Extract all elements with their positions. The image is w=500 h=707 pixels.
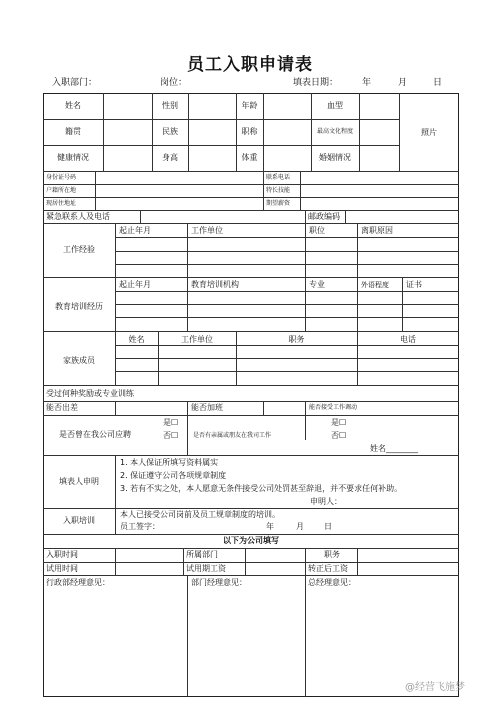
fill-date-label: 填表日期：: [293, 78, 339, 88]
declaration-item-1: 1. 本人保证所填写资料属实: [120, 458, 219, 467]
prior-no-checkbox[interactable]: 否☐: [163, 431, 179, 440]
label-weight: 体重: [241, 153, 258, 162]
rule: [43, 385, 459, 386]
rule: [115, 455, 116, 534]
rule: [43, 277, 459, 278]
rule: [43, 119, 399, 120]
rule: [115, 401, 116, 415]
rule: [115, 548, 116, 575]
edu-header-major: 专业: [309, 280, 325, 289]
label-skills: 特长技能: [266, 187, 291, 194]
rule: [263, 401, 264, 415]
rule: [305, 401, 306, 415]
rule: [305, 415, 306, 440]
entry-dept-label: 入职部门：: [52, 78, 98, 88]
label-age: 年龄: [241, 101, 258, 110]
family-header-duty: 职务: [288, 335, 305, 344]
label-awards: 受过何种奖励或专业训练: [46, 389, 134, 398]
rule: [115, 223, 116, 277]
declaration-item-3: 3. 若有不实之处，本人愿意无条件接受公司处罚甚至辞退，并不要求任何补助。: [120, 484, 403, 493]
label-hukou: 户籍所在地: [46, 187, 77, 194]
work-header-reason: 离职原因: [361, 226, 393, 235]
edu-header-language: 外语程度: [361, 281, 389, 289]
label-education: 最高文化程度: [316, 128, 353, 135]
label-gm-opinion: 总经理意见：: [308, 578, 356, 587]
rule: [43, 401, 459, 402]
edu-header-institution: 教育培训机构: [191, 280, 239, 289]
relatives-name-field[interactable]: 姓名________: [370, 444, 418, 453]
rule: [187, 277, 188, 331]
label-gender: 性别: [162, 101, 178, 110]
rule: [188, 93, 189, 171]
label-overtime: 能否加班: [191, 403, 223, 412]
rule: [43, 575, 459, 576]
rule: [43, 548, 459, 549]
rule: [300, 171, 301, 210]
rule: [115, 304, 459, 305]
label-post: 职务: [324, 550, 340, 559]
rule: [115, 251, 459, 252]
rule: [115, 277, 116, 331]
label-marital: 婚姻情况: [319, 153, 351, 162]
rule: [187, 415, 188, 455]
work-header-period: 起止年月: [119, 226, 151, 235]
rule: [183, 548, 184, 575]
family-header-company: 工作单位: [181, 335, 213, 344]
watermark: @经营飞施梦: [405, 682, 465, 693]
label-title: 职称: [241, 127, 258, 136]
rule: [43, 508, 459, 509]
label-travel: 能否出差: [46, 403, 78, 412]
rule: [95, 171, 96, 210]
date-month: 月: [398, 78, 408, 88]
label-health: 健康情况: [57, 153, 89, 162]
label-training: 入职培训: [63, 516, 95, 525]
rule: [187, 401, 188, 415]
rule: [115, 264, 459, 265]
rule: [357, 548, 358, 575]
label-declaration: 填表人申明: [59, 477, 99, 486]
rule: [115, 237, 459, 238]
declarant-signature: 申明人：: [310, 497, 342, 506]
rule: [115, 371, 459, 372]
label-admin-manager-opinion: 行政部经理意见：: [46, 578, 110, 587]
rule: [305, 548, 306, 575]
label-name: 姓名: [65, 101, 81, 110]
rule: [43, 534, 459, 535]
label-trial-period: 试用时间: [46, 564, 78, 573]
rule: [359, 93, 360, 171]
training-year: 年: [266, 522, 274, 531]
label-blood: 血型: [327, 101, 343, 110]
label-address: 现居住地址: [46, 200, 77, 207]
label-work-experience: 工作经验: [63, 245, 95, 254]
label-department: 所属部门: [186, 550, 218, 559]
label-postcode: 邮政编码: [308, 212, 340, 221]
date-year: 年: [362, 78, 372, 88]
form-title: 员工入职申请表: [187, 55, 313, 75]
prior-yes-checkbox[interactable]: 是☐: [163, 418, 179, 427]
label-prior-application: 是否曾在我公司应聘: [59, 430, 131, 439]
rule: [43, 171, 459, 172]
work-header-company: 工作单位: [191, 226, 223, 235]
rule: [263, 171, 264, 210]
work-header-position: 职位: [309, 226, 325, 235]
training-statement: 本人已接受公司岗前及员工规章制度的培训。: [120, 510, 280, 519]
rule: [43, 415, 459, 416]
position-label: 岗位：: [160, 78, 188, 88]
rule: [140, 210, 141, 223]
rule: [305, 210, 306, 223]
label-salary: 期望薪资: [266, 200, 291, 207]
family-header-phone: 电话: [400, 335, 416, 344]
rule: [345, 210, 346, 223]
rule: [357, 223, 358, 277]
label-id-number: 身份证号码: [46, 174, 77, 181]
rule: [115, 345, 459, 346]
family-header-name: 姓名: [128, 335, 145, 344]
relatives-yes-checkbox[interactable]: 是☐: [331, 418, 347, 427]
rule: [43, 145, 399, 146]
rule: [43, 184, 459, 185]
rule: [245, 548, 246, 575]
training-month: 月: [296, 522, 304, 531]
label-dept-manager-opinion: 部门经理意见：: [191, 578, 247, 587]
rule: [187, 223, 188, 277]
label-entry-date: 入职时间: [46, 550, 78, 559]
rule: [103, 93, 104, 171]
date-day: 日: [433, 78, 443, 88]
rule: [402, 277, 403, 331]
rule: [305, 277, 306, 331]
rule: [115, 317, 459, 318]
label-relatives: 是否有亲属或朋友在我司工作: [193, 432, 272, 439]
rule: [305, 223, 306, 277]
company-section-heading: 以下为公司填写: [223, 536, 279, 545]
label-family: 家族成员: [63, 356, 95, 365]
rule: [43, 455, 459, 456]
rule: [43, 210, 459, 211]
label-trial-salary: 试用期工资: [186, 564, 226, 573]
rule: [43, 562, 459, 563]
rule: [357, 277, 358, 331]
label-native: 籍贯: [65, 127, 81, 136]
rule: [305, 575, 306, 697]
label-phone: 联系电话: [266, 174, 291, 181]
rule: [43, 223, 459, 224]
rule: [43, 331, 459, 332]
label-ethnic: 民族: [162, 127, 178, 136]
label-education-history: 教育培训经历: [55, 302, 103, 311]
employee-signature: 员工签字：: [120, 522, 160, 531]
rule: [115, 358, 459, 359]
label-height: 身高: [162, 153, 178, 162]
edu-header-certificate: 证书: [406, 280, 422, 289]
rule: [187, 575, 188, 697]
training-day: 日: [324, 522, 332, 531]
label-transfer: 能否接受工作调动: [309, 404, 358, 411]
rule: [43, 197, 459, 198]
rule: [263, 93, 264, 171]
label-emergency-contact: 紧急联系人及电话: [46, 212, 110, 221]
declaration-item-2: 2. 保证遵守公司各项规章制度: [120, 471, 227, 480]
label-regular-salary: 转正后工资: [308, 564, 348, 573]
label-photo: 照片: [421, 128, 437, 137]
relatives-no-checkbox[interactable]: 否☐: [331, 431, 347, 440]
rule: [115, 291, 459, 292]
edu-header-period: 起止年月: [119, 280, 151, 289]
